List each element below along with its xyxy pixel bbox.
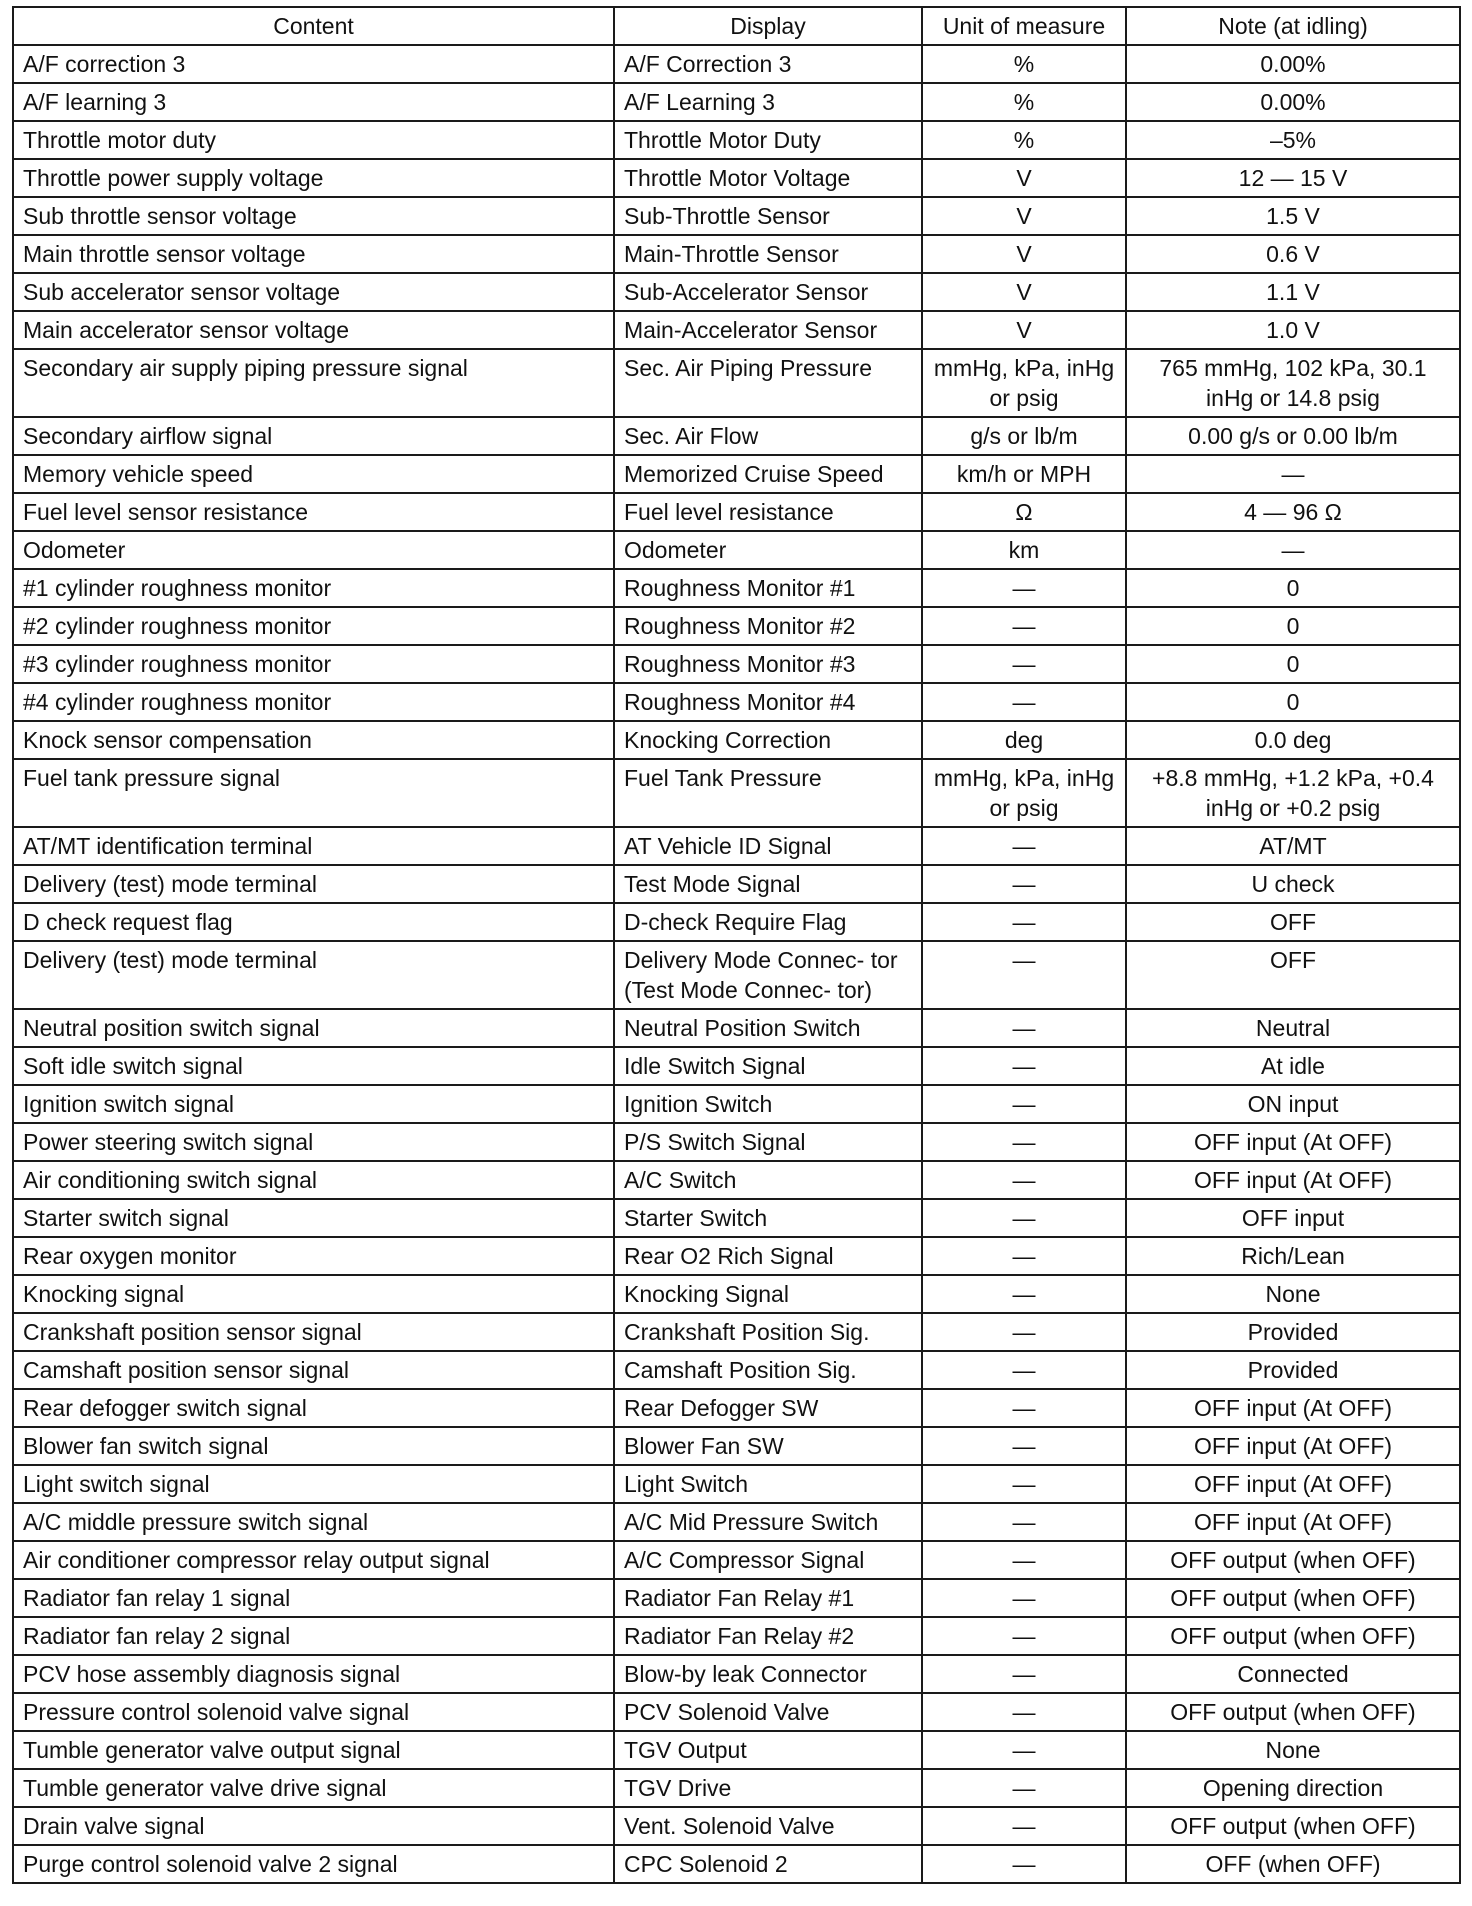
cell-display: Starter Switch: [614, 1199, 922, 1237]
cell-unit: —: [922, 1123, 1126, 1161]
cell-display: Roughness Monitor #3: [614, 645, 922, 683]
cell-content: Tumble generator valve drive signal: [13, 1769, 614, 1807]
cell-content: Main throttle sensor voltage: [13, 235, 614, 273]
cell-unit: —: [922, 1389, 1126, 1427]
cell-display: Neutral Position Switch: [614, 1009, 922, 1047]
cell-unit: km: [922, 531, 1126, 569]
cell-note: ON input: [1126, 1085, 1460, 1123]
cell-content: Secondary air supply piping pressure signal: [13, 349, 614, 417]
cell-unit: —: [922, 865, 1126, 903]
cell-display: A/F Learning 3: [614, 83, 922, 121]
cell-note: OFF: [1126, 903, 1460, 941]
document-page: [12, 6, 1459, 1884]
cell-note: 12 — 15 V: [1126, 159, 1460, 197]
cell-note: 1.1 V: [1126, 273, 1460, 311]
cell-display: CPC Solenoid 2: [614, 1845, 922, 1883]
cell-content: Radiator fan relay 2 signal: [13, 1617, 614, 1655]
cell-display: Vent. Solenoid Valve: [614, 1807, 922, 1845]
cell-display: Rear O2 Rich Signal: [614, 1237, 922, 1275]
cell-unit: —: [922, 827, 1126, 865]
cell-note: —: [1126, 455, 1460, 493]
cell-unit: —: [922, 1009, 1126, 1047]
cell-unit: —: [922, 1693, 1126, 1731]
table-row: [13, 941, 1460, 1009]
cell-display: Delivery Mode Connec- tor (Test Mode Connec- tor): [614, 941, 922, 1009]
table-row: [13, 683, 1460, 721]
cell-content: Main accelerator sensor voltage: [13, 311, 614, 349]
table-row: [13, 903, 1460, 941]
cell-note: At idle: [1126, 1047, 1460, 1085]
cell-unit: Ω: [922, 493, 1126, 531]
cell-note: None: [1126, 1731, 1460, 1769]
cell-note: OFF input (At OFF): [1126, 1427, 1460, 1465]
table-row: [13, 1769, 1460, 1807]
cell-content: #2 cylinder roughness monitor: [13, 607, 614, 645]
table-row: [13, 83, 1460, 121]
cell-note: OFF input (At OFF): [1126, 1389, 1460, 1427]
cell-note: AT/MT: [1126, 827, 1460, 865]
cell-display: AT Vehicle ID Signal: [614, 827, 922, 865]
cell-unit: %: [922, 45, 1126, 83]
cell-unit: %: [922, 83, 1126, 121]
cell-note: Opening direction: [1126, 1769, 1460, 1807]
table-row: [13, 235, 1460, 273]
cell-note: 0: [1126, 569, 1460, 607]
cell-unit: —: [922, 569, 1126, 607]
cell-content: Power steering switch signal: [13, 1123, 614, 1161]
cell-content: Air conditioning switch signal: [13, 1161, 614, 1199]
header-content: Content: [13, 7, 614, 45]
cell-note: 0.00 g/s or 0.00 lb/m: [1126, 417, 1460, 455]
cell-unit: —: [922, 1275, 1126, 1313]
cell-note: —: [1126, 531, 1460, 569]
table-row: [13, 1085, 1460, 1123]
cell-display: Test Mode Signal: [614, 865, 922, 903]
cell-content: Blower fan switch signal: [13, 1427, 614, 1465]
table-row: [13, 827, 1460, 865]
table-row: [13, 1579, 1460, 1617]
cell-display: Main-Throttle Sensor: [614, 235, 922, 273]
table-row: [13, 1009, 1460, 1047]
cell-content: Air conditioner compressor relay output signal: [13, 1541, 614, 1579]
table-body: [13, 45, 1460, 1883]
table-row: [13, 1161, 1460, 1199]
cell-display: Throttle Motor Duty: [614, 121, 922, 159]
cell-unit: —: [922, 1465, 1126, 1503]
cell-unit: —: [922, 1655, 1126, 1693]
table-row: [13, 531, 1460, 569]
table-row: [13, 311, 1460, 349]
cell-note: 0.00%: [1126, 45, 1460, 83]
cell-unit: V: [922, 159, 1126, 197]
cell-note: 1.5 V: [1126, 197, 1460, 235]
table-row: [13, 273, 1460, 311]
cell-content: Delivery (test) mode terminal: [13, 941, 614, 1009]
table-row: [13, 197, 1460, 235]
cell-note: 1.0 V: [1126, 311, 1460, 349]
cell-note: 765 mmHg, 102 kPa, 30.1 inHg or 14.8 psig: [1126, 349, 1460, 417]
table-row: [13, 45, 1460, 83]
cell-display: Sub-Accelerator Sensor: [614, 273, 922, 311]
header-row: [13, 7, 1460, 45]
table-row: [13, 121, 1460, 159]
table-row: [13, 349, 1460, 417]
cell-unit: —: [922, 645, 1126, 683]
cell-display: Sub-Throttle Sensor: [614, 197, 922, 235]
cell-content: Odometer: [13, 531, 614, 569]
cell-note: 0: [1126, 645, 1460, 683]
cell-display: TGV Output: [614, 1731, 922, 1769]
table-row: [13, 1389, 1460, 1427]
table-row: [13, 865, 1460, 903]
cell-note: Provided: [1126, 1313, 1460, 1351]
cell-display: Crankshaft Position Sig.: [614, 1313, 922, 1351]
cell-display: Blower Fan SW: [614, 1427, 922, 1465]
cell-display: Sec. Air Flow: [614, 417, 922, 455]
table-row: [13, 1313, 1460, 1351]
header-note: Note (at idling): [1126, 7, 1460, 45]
cell-content: Rear oxygen monitor: [13, 1237, 614, 1275]
header-unit: Unit of measure: [922, 7, 1126, 45]
cell-unit: —: [922, 1731, 1126, 1769]
cell-display: Roughness Monitor #2: [614, 607, 922, 645]
cell-content: Knock sensor compensation: [13, 721, 614, 759]
cell-display: Blow-by leak Connector: [614, 1655, 922, 1693]
cell-content: Delivery (test) mode terminal: [13, 865, 614, 903]
table-row: [13, 1845, 1460, 1883]
cell-content: Fuel level sensor resistance: [13, 493, 614, 531]
cell-display: Sec. Air Piping Pressure: [614, 349, 922, 417]
table-row: [13, 159, 1460, 197]
header-display: Display: [614, 7, 922, 45]
table-row: [13, 1427, 1460, 1465]
cell-display: Knocking Signal: [614, 1275, 922, 1313]
cell-unit: mmHg, kPa, inHg or psig: [922, 349, 1126, 417]
table-row: [13, 1807, 1460, 1845]
table-row: [13, 1275, 1460, 1313]
cell-content: Knocking signal: [13, 1275, 614, 1313]
cell-content: Ignition switch signal: [13, 1085, 614, 1123]
cell-note: Connected: [1126, 1655, 1460, 1693]
cell-unit: —: [922, 1237, 1126, 1275]
cell-note: OFF input (At OFF): [1126, 1465, 1460, 1503]
cell-note: 0.00%: [1126, 83, 1460, 121]
cell-note: +8.8 mmHg, +1.2 kPa, +0.4 inHg or +0.2 psig: [1126, 759, 1460, 827]
cell-unit: —: [922, 607, 1126, 645]
cell-content: Camshaft position sensor signal: [13, 1351, 614, 1389]
table-row: [13, 721, 1460, 759]
cell-note: –5%: [1126, 121, 1460, 159]
table-row: [13, 645, 1460, 683]
cell-note: OFF output (when OFF): [1126, 1579, 1460, 1617]
cell-note: Provided: [1126, 1351, 1460, 1389]
cell-content: Tumble generator valve output signal: [13, 1731, 614, 1769]
cell-unit: V: [922, 273, 1126, 311]
cell-note: Neutral: [1126, 1009, 1460, 1047]
cell-unit: —: [922, 1541, 1126, 1579]
table-row: [13, 417, 1460, 455]
cell-display: Radiator Fan Relay #2: [614, 1617, 922, 1655]
cell-display: Light Switch: [614, 1465, 922, 1503]
cell-content: AT/MT identification terminal: [13, 827, 614, 865]
cell-note: OFF: [1126, 941, 1460, 1009]
cell-content: PCV hose assembly diagnosis signal: [13, 1655, 614, 1693]
cell-content: Throttle power supply voltage: [13, 159, 614, 197]
cell-content: D check request flag: [13, 903, 614, 941]
cell-display: A/C Mid Pressure Switch: [614, 1503, 922, 1541]
cell-note: OFF output (when OFF): [1126, 1617, 1460, 1655]
cell-display: Knocking Correction: [614, 721, 922, 759]
cell-display: A/F Correction 3: [614, 45, 922, 83]
cell-unit: —: [922, 1351, 1126, 1389]
cell-display: TGV Drive: [614, 1769, 922, 1807]
cell-content: A/C middle pressure switch signal: [13, 1503, 614, 1541]
cell-note: U check: [1126, 865, 1460, 903]
cell-display: Main-Accelerator Sensor: [614, 311, 922, 349]
table-row: [13, 1655, 1460, 1693]
cell-content: Soft idle switch signal: [13, 1047, 614, 1085]
cell-content: Radiator fan relay 1 signal: [13, 1579, 614, 1617]
cell-unit: deg: [922, 721, 1126, 759]
cell-unit: %: [922, 121, 1126, 159]
cell-content: Secondary airflow signal: [13, 417, 614, 455]
cell-content: #3 cylinder roughness monitor: [13, 645, 614, 683]
cell-note: OFF input (At OFF): [1126, 1123, 1460, 1161]
cell-unit: —: [922, 1617, 1126, 1655]
cell-note: OFF input (At OFF): [1126, 1503, 1460, 1541]
cell-unit: —: [922, 941, 1126, 1009]
cell-unit: —: [922, 1313, 1126, 1351]
table-row: [13, 1123, 1460, 1161]
table-row: [13, 455, 1460, 493]
cell-display: Roughness Monitor #4: [614, 683, 922, 721]
cell-content: Light switch signal: [13, 1465, 614, 1503]
cell-note: 0.0 deg: [1126, 721, 1460, 759]
table-row: [13, 759, 1460, 827]
cell-unit: —: [922, 1199, 1126, 1237]
cell-note: OFF (when OFF): [1126, 1845, 1460, 1883]
cell-display: Fuel level resistance: [614, 493, 922, 531]
cell-note: OFF output (when OFF): [1126, 1541, 1460, 1579]
cell-display: Camshaft Position Sig.: [614, 1351, 922, 1389]
cell-unit: —: [922, 1845, 1126, 1883]
table-row: [13, 1693, 1460, 1731]
cell-note: 4 — 96 Ω: [1126, 493, 1460, 531]
cell-display: Idle Switch Signal: [614, 1047, 922, 1085]
cell-content: Drain valve signal: [13, 1807, 614, 1845]
cell-unit: —: [922, 1161, 1126, 1199]
cell-note: OFF input (At OFF): [1126, 1161, 1460, 1199]
cell-content: Sub accelerator sensor voltage: [13, 273, 614, 311]
cell-unit: V: [922, 197, 1126, 235]
cell-note: OFF input: [1126, 1199, 1460, 1237]
cell-unit: —: [922, 1427, 1126, 1465]
table-row: [13, 1237, 1460, 1275]
cell-unit: V: [922, 311, 1126, 349]
cell-content: #4 cylinder roughness monitor: [13, 683, 614, 721]
cell-unit: —: [922, 1579, 1126, 1617]
table-row: [13, 1351, 1460, 1389]
cell-display: A/C Compressor Signal: [614, 1541, 922, 1579]
cell-display: Fuel Tank Pressure: [614, 759, 922, 827]
cell-display: P/S Switch Signal: [614, 1123, 922, 1161]
cell-note: Rich/Lean: [1126, 1237, 1460, 1275]
cell-unit: —: [922, 1047, 1126, 1085]
cell-unit: km/h or MPH: [922, 455, 1126, 493]
cell-content: Pressure control solenoid valve signal: [13, 1693, 614, 1731]
table-row: [13, 1047, 1460, 1085]
cell-display: A/C Switch: [614, 1161, 922, 1199]
cell-content: Sub throttle sensor voltage: [13, 197, 614, 235]
cell-content: Neutral position switch signal: [13, 1009, 614, 1047]
cell-display: PCV Solenoid Valve: [614, 1693, 922, 1731]
cell-unit: V: [922, 235, 1126, 273]
cell-content: A/F correction 3: [13, 45, 614, 83]
cell-note: 0.6 V: [1126, 235, 1460, 273]
table-row: [13, 493, 1460, 531]
data-monitor-table: [12, 6, 1461, 1884]
table-row: [13, 569, 1460, 607]
cell-content: Fuel tank pressure signal: [13, 759, 614, 827]
cell-content: Rear defogger switch signal: [13, 1389, 614, 1427]
table-row: [13, 1465, 1460, 1503]
cell-content: Purge control solenoid valve 2 signal: [13, 1845, 614, 1883]
cell-display: Ignition Switch: [614, 1085, 922, 1123]
cell-content: Crankshaft position sensor signal: [13, 1313, 614, 1351]
cell-unit: —: [922, 1807, 1126, 1845]
cell-unit: —: [922, 1085, 1126, 1123]
cell-display: D-check Require Flag: [614, 903, 922, 941]
table-header: [13, 7, 1460, 45]
cell-note: 0: [1126, 683, 1460, 721]
table-row: [13, 1503, 1460, 1541]
cell-display: Throttle Motor Voltage: [614, 159, 922, 197]
cell-unit: g/s or lb/m: [922, 417, 1126, 455]
cell-display: Radiator Fan Relay #1: [614, 1579, 922, 1617]
table-row: [13, 1617, 1460, 1655]
cell-unit: —: [922, 1503, 1126, 1541]
table-row: [13, 1199, 1460, 1237]
cell-content: Throttle motor duty: [13, 121, 614, 159]
cell-content: #1 cylinder roughness monitor: [13, 569, 614, 607]
cell-note: 0: [1126, 607, 1460, 645]
cell-note: OFF output (when OFF): [1126, 1807, 1460, 1845]
cell-display: Roughness Monitor #1: [614, 569, 922, 607]
cell-unit: —: [922, 903, 1126, 941]
table-row: [13, 607, 1460, 645]
cell-note: None: [1126, 1275, 1460, 1313]
cell-note: OFF output (when OFF): [1126, 1693, 1460, 1731]
cell-content: A/F learning 3: [13, 83, 614, 121]
cell-display: Memorized Cruise Speed: [614, 455, 922, 493]
cell-display: Odometer: [614, 531, 922, 569]
cell-unit: mmHg, kPa, inHg or psig: [922, 759, 1126, 827]
cell-unit: —: [922, 1769, 1126, 1807]
cell-unit: —: [922, 683, 1126, 721]
cell-content: Starter switch signal: [13, 1199, 614, 1237]
table-row: [13, 1541, 1460, 1579]
cell-display: Rear Defogger SW: [614, 1389, 922, 1427]
cell-content: Memory vehicle speed: [13, 455, 614, 493]
table-row: [13, 1731, 1460, 1769]
